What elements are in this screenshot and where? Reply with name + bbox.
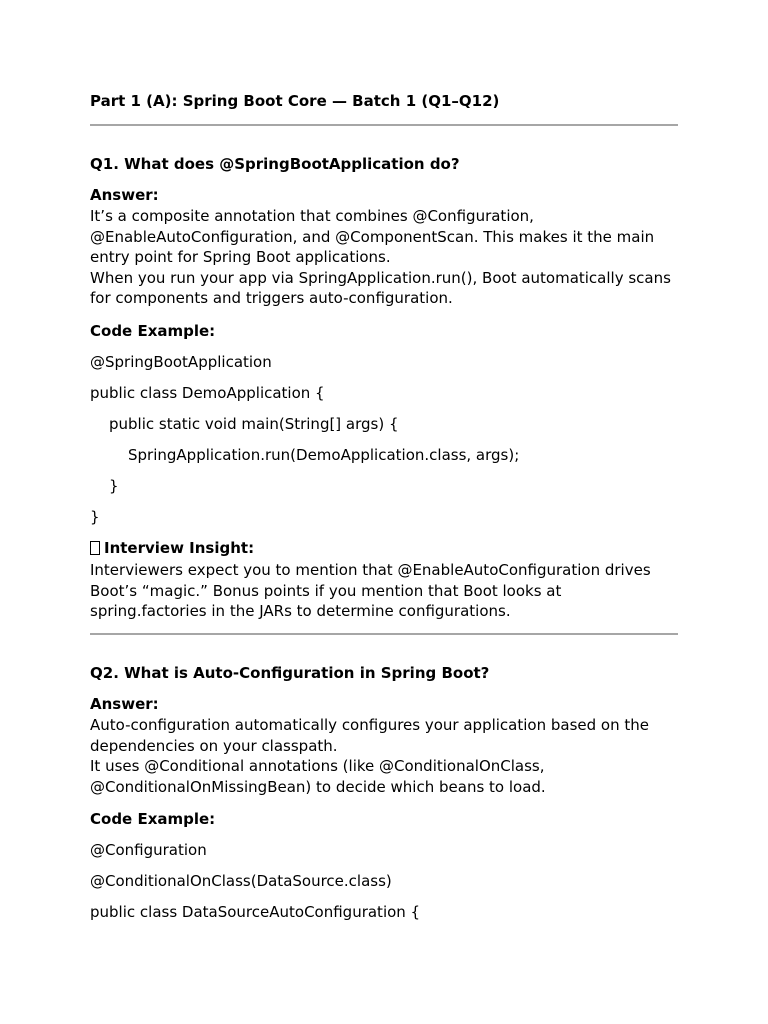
code-line: } <box>109 477 119 495</box>
missing-glyph-icon <box>90 541 100 555</box>
divider <box>90 124 678 126</box>
insight-text <box>90 560 678 622</box>
code-line: @ConditionalOnClass(DataSource.class) <box>90 872 392 890</box>
answer-line: When you run your app via SpringApplication.run(), Boot automatically scans <box>90 268 671 287</box>
answer-line: dependencies on your classpath. <box>90 736 338 755</box>
question-heading: Q1. What does @SpringBootApplication do? <box>90 155 460 173</box>
answer-line: @EnableAutoConfiguration, and @ComponentScan. This makes it the main <box>90 227 655 246</box>
insight-heading <box>90 538 254 559</box>
answer-line: entry point for Spring Boot applications. <box>90 248 391 267</box>
code-line: } <box>90 508 100 526</box>
code-line: public static void main(String[] args) { <box>109 415 399 433</box>
answer-line: for components and triggers auto-configuration. <box>90 289 453 308</box>
page-title: Part 1 (A): Spring Boot Core — Batch 1 (Q1–Q12) <box>90 92 500 110</box>
code-line: public class DemoApplication { <box>90 384 325 402</box>
answer-line: It uses @Conditional annotations (like @ConditionalOnClass, <box>90 757 545 776</box>
answer-label: Answer: <box>90 695 159 713</box>
answer-line: Auto-configuration automatically configures your application based on the <box>90 716 649 734</box>
answer-label: Answer: <box>90 186 159 204</box>
insight-label: Interview Insight: <box>104 539 255 557</box>
answer-text <box>90 206 678 309</box>
insight-line: spring.factories in the JARs to determine configurations. <box>90 602 511 621</box>
code-example-label: Code Example: <box>90 810 216 828</box>
code-line: public class DataSourceAutoConfiguration { <box>90 903 421 921</box>
code-line: @SpringBootApplication <box>90 353 272 371</box>
divider <box>90 633 678 635</box>
answer-line: It’s a composite annotation that combines @Configuration, <box>90 207 534 225</box>
question-heading: Q2. What is Auto-Configuration in Spring Boot? <box>90 664 490 682</box>
code-example-label: Code Example: <box>90 322 216 340</box>
answer-line: @ConditionalOnMissingBean) to decide which beans to load. <box>90 777 546 796</box>
insight-line: Boot’s “magic.” Bonus points if you mention that Boot looks at <box>90 581 562 600</box>
answer-text <box>90 715 678 797</box>
code-line: @Configuration <box>90 841 207 859</box>
code-line: SpringApplication.run(DemoApplication.class, args); <box>128 446 520 464</box>
insight-line: Interviewers expect you to mention that @EnableAutoConfiguration drives <box>90 561 651 579</box>
